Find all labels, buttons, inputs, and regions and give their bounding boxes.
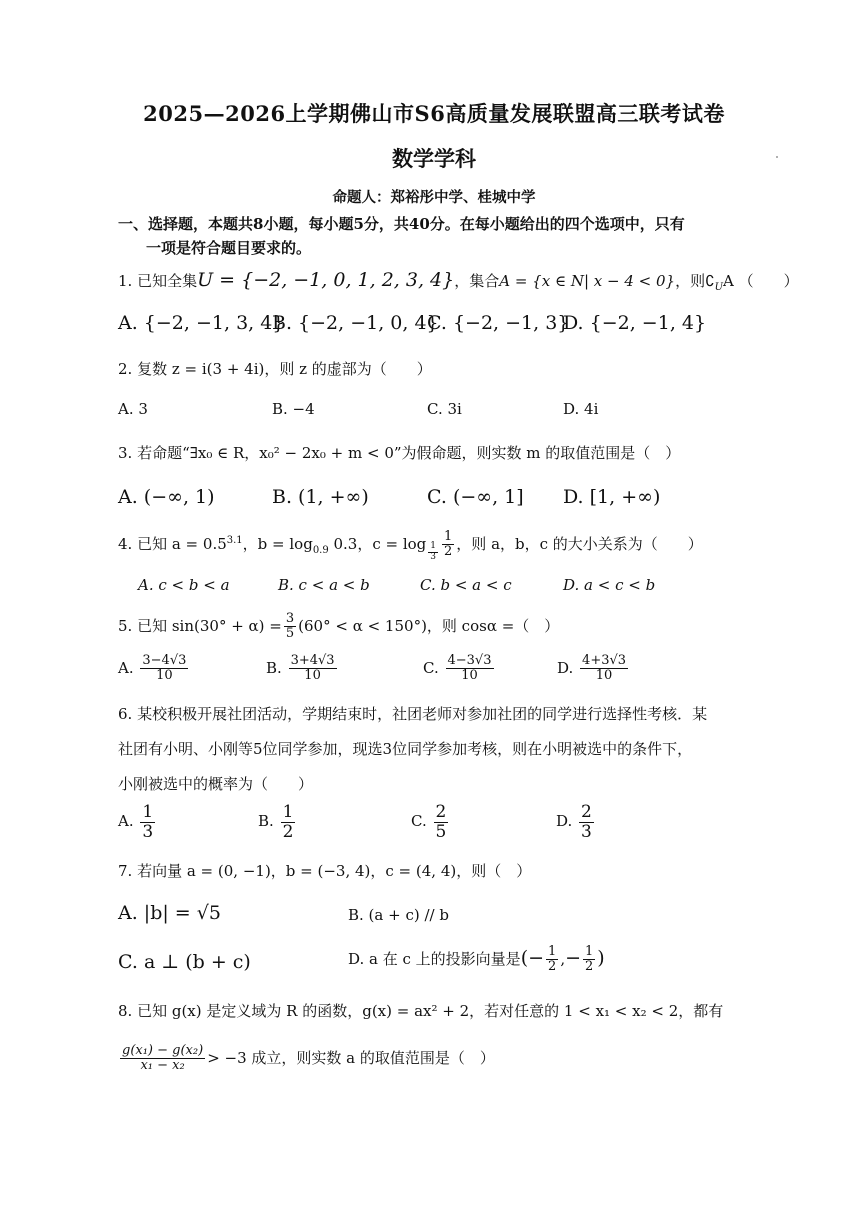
q1-mid: ，集合 (454, 272, 500, 290)
section-heading: 一、选择题，本题共8小题，每小题5分，共40分。在每小题给出的四个选项中，只有 (118, 215, 685, 233)
q1-prefix: 1. 已知全集 (118, 272, 198, 290)
q6-option-a: A. $\frac{1}{3}$ (118, 802, 154, 842)
q3-option-b: B. (1, +∞) (272, 486, 369, 508)
q4-option-c: C. b < a < c (420, 576, 512, 594)
q2-option-b: B. −4 (272, 400, 315, 418)
q1-set-u: U = {−2, −1, 0, 1, 2, 3, 4} (197, 269, 455, 291)
q7-option-b: B. (a + c) // b (348, 906, 449, 924)
question-1 (118, 269, 799, 293)
q4-stem-a: 4. 已知 a = 0.5 (118, 534, 227, 553)
q2-option-c: C. 3i (427, 400, 462, 418)
q1-suffix2: A （ ） (723, 272, 799, 290)
question-5 (118, 612, 559, 642)
question-6-line-1: 6. 某校积极开展社团活动，学期结束时，社团老师对参加社团的同学进行选择性考核．某 (118, 705, 708, 723)
question-3: 3. 若命题“∃x₀ ∈ R，x₀² − 2x₀ + m < 0”为假命题，则实数 m 的取值范围是（ ） (118, 444, 681, 462)
q4-stem-b: ，b = log (242, 534, 313, 553)
section-heading-cont: 一项是符合题目要求的。 (146, 239, 312, 257)
question-8-line-1: 8. 已知 g(x) 是定义域为 R 的函数，g(x) = ax² + 2，若对任意的 1 < x₁ < x₂ < 2，都有 (118, 1002, 724, 1020)
question-2: 2. 复数 z = i(3 + 4i)，则 z 的虚部为（ ） (118, 360, 432, 378)
q1-sub: U (714, 282, 724, 293)
q5-option-c: C. $\frac{4-3√3}{10}$ (423, 653, 492, 684)
q1-set-a: A = {x ∈ N| x − 4 < 0} (499, 272, 676, 290)
q4-log-arg: $\frac{1}{2}$ (444, 529, 453, 560)
question-4 (118, 530, 703, 563)
q4-exp: 3.1 (226, 534, 243, 546)
q4-option-b: B. c < a < b (278, 576, 370, 594)
q4-base: 0.9 (312, 544, 329, 556)
q2-option-d: D. 4i (563, 400, 599, 418)
q5-option-d: D. $\frac{4+3√3}{10}$ (557, 653, 627, 684)
q4-stem-c: 0.3，c = log (328, 534, 427, 553)
q3-option-d: D. [1, +∞) (563, 486, 661, 508)
question-6-line-3: 小刚被选中的概率为（ ） (118, 775, 314, 793)
q4-option-d: D. a < c < b (563, 576, 656, 594)
exam-subject: 数学学科 (392, 146, 476, 171)
q5-stem-a: 5. 已知 sin(30° + α) = (118, 616, 282, 635)
q5-option-a: A. $\frac{3-4√3}{10}$ (118, 653, 187, 684)
q1-option-c: C. {−2, −1, 3} (427, 312, 570, 334)
q5-option-b: B. $\frac{3+4√3}{10}$ (266, 653, 335, 684)
q8-frac: $\frac{\text{g(x₁) − g(x₂)}}{\text{x₁ − x₂}}$ (122, 1043, 204, 1074)
q5-frac: $\frac{3}{5}$ (285, 611, 295, 642)
q8-line2: > −3 成立，则实数 a 的取值范围是（ ） (207, 1048, 495, 1067)
q4-stem-d: ，则 a，b，c 的大小关系为（ ） (456, 534, 703, 553)
q1-suffix: ，则∁ (675, 272, 715, 290)
q3-option-c: C. (−∞, 1] (427, 486, 524, 508)
q6-option-c: C. $\frac{2}{5}$ (411, 802, 447, 842)
q5-stem-b: (60° < α < 150°)，则 cosα =（ ） (298, 616, 560, 635)
q1-option-d: D. {−2, −1, 4} (563, 312, 707, 334)
q3-option-a: A. (−∞, 1) (118, 486, 215, 508)
q4-option-a: A. c < b < a (138, 576, 230, 594)
question-7: 7. 若向量 a = (0, −1)，b = (−3, 4)，c = (4, 4)，则（ ） (118, 862, 532, 880)
q6-option-d: D. $\frac{2}{3}$ (556, 802, 592, 842)
exam-author: 命题人：郑裕彤中学、桂城中学 (332, 189, 536, 206)
q2-option-a: A. 3 (118, 400, 148, 418)
q4-log-base: $\frac{1}{3}$ (430, 540, 437, 562)
q7-option-c: C. a ⊥ (b + c) (118, 951, 251, 973)
q7-option-a: A. |b| = √5 (118, 902, 221, 924)
q1-option-a: A. {−2, −1, 3, 4} (118, 312, 285, 334)
question-8-line-2 (118, 1044, 495, 1074)
question-6-line-2: 社团有小明、小刚等5位同学参加，现选3位同学参加考核，则在小明被选中的条件下， (118, 740, 693, 758)
q6-option-b: B. $\frac{1}{2}$ (258, 802, 294, 842)
q7-option-d: D. a 在 c 上的投影向量是(− $\frac{1}{2}$ ,− $\frac{1}{2}$ ) (348, 944, 605, 975)
scan-speck (776, 156, 778, 158)
q1-option-b: B. {−2, −1, 0, 4} (272, 312, 439, 334)
exam-title: 2025—2026上学期佛山市S6高质量发展联盟高三联考试卷 (143, 101, 725, 126)
